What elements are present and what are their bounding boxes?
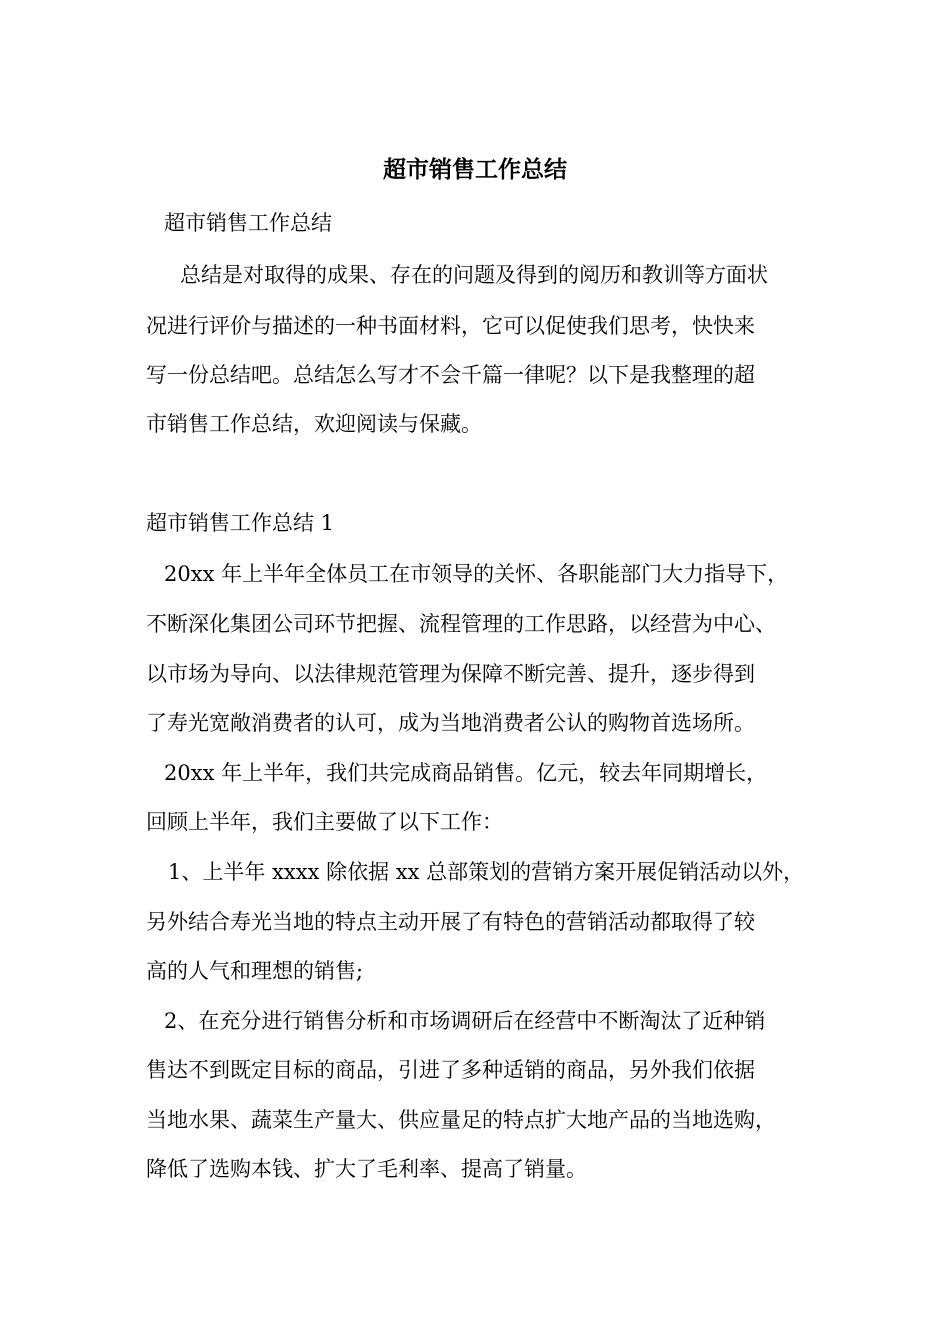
section-heading-text: 超市销售工作总结 1	[146, 511, 335, 535]
body-line-text: 不断深化集团公司环节把握、流程管理的工作思路，以经营为中心、	[146, 612, 776, 636]
body-line-text: 另外结合寿光当地的特点主动开展了有特色的营销活动都取得了较	[146, 910, 755, 934]
body-line-text: 当地水果、蔬菜生产量大、供应量足的特点扩大地产品的当地选购，	[146, 1108, 776, 1132]
body-line-text: 2、在充分进行销售分析和市场调研后在经营中不断淘汰了近种销	[164, 1009, 766, 1033]
intro-line-text: 写一份总结吧。总结怎么写才不会千篇一律呢？以下是我整理的超	[146, 363, 755, 387]
body-line-text: 售达不到既定目标的商品，引进了多种适销的商品，另外我们依据	[146, 1058, 755, 1082]
body-line-text: 以市场为导向、以法律规范管理为保障不断完善、提升，逐步得到	[146, 662, 755, 686]
body-line-text: 20xx 年上半年，我们共完成商品销售。亿元，较去年同期增长，	[164, 761, 768, 785]
body-line-text: 1、上半年 xxxx 除依据 xx 总部策划的营销方案开展促销活动以外，	[168, 860, 805, 884]
intro-line-text: 总结是对取得的成果、存在的问题及得到的阅历和教训等方面状	[180, 263, 768, 287]
body-line-text: 20xx 年上半年全体员工在市领导的关怀、各职能部门大力指导下，	[164, 562, 789, 586]
document-title: 超市销售工作总结	[383, 156, 567, 183]
intro-line-text: 况进行评价与描述的一种书面材料，它可以促使我们思考，快快来	[146, 314, 755, 338]
body-line-text: 高的人气和理想的销售;	[146, 959, 364, 983]
body-line-text: 了寿光宽敞消费者的认可，成为当地消费者公认的购物首选场所。	[146, 711, 755, 735]
body-line-text: 回顾上半年，我们主要做了以下工作：	[146, 810, 503, 834]
subtitle-text: 超市销售工作总结	[164, 211, 332, 235]
body-line-text: 降低了选购本钱、扩大了毛利率、提高了销量。	[146, 1157, 587, 1181]
intro-line-text: 市销售工作总结，欢迎阅读与保藏。	[146, 412, 482, 436]
